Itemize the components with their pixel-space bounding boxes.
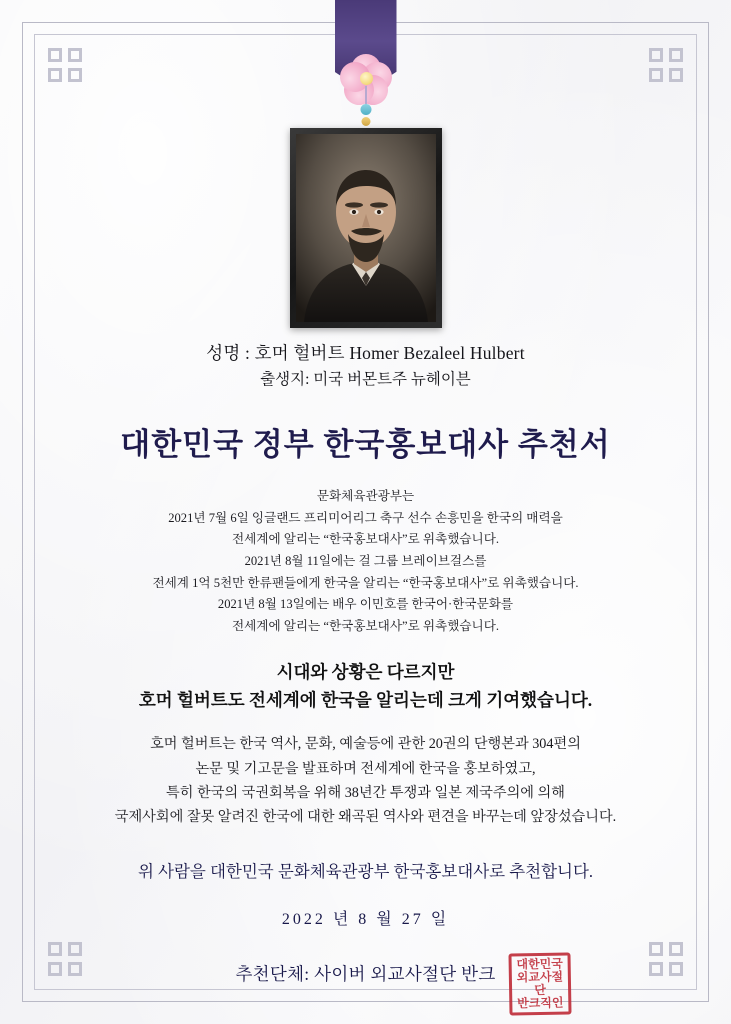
- intro-line: 전세계 1억 5천만 한류팬들에게 한국을 알리는 “한국홍보대사”로 위촉했습니다.: [152, 575, 579, 590]
- highlight-line: 호머 헐버트도 전세계에 한국을 알리는데 크게 기여했습니다.: [138, 689, 593, 710]
- corner-ornament-top-left: [48, 48, 82, 82]
- body-line: 국제사회에 잘못 알려진 한국에 대한 왜곡된 역사와 편견을 바꾸는데 앞장섰습니다.: [114, 809, 617, 826]
- intro-line: 2021년 8월 13일에는 배우 이민호를 한국어·한국문화를: [217, 597, 514, 612]
- intro-line: 2021년 8월 11일에는 걸 그룹 브레이브걸스를: [244, 553, 487, 568]
- intro-paragraph: [56, 486, 675, 638]
- official-seal-stamp: 대한민국 외교사절단 반크직인: [508, 952, 571, 1015]
- body-paragraph: [56, 732, 675, 830]
- recommendation-statement: 위 사람을 대한민국 문화체육관광부 한국홍보대사로 추천합니다.: [137, 861, 594, 881]
- certificate-title: 대한민국 정부 한국홍보대사 추천서: [120, 426, 611, 462]
- intro-line: 전세계에 알리는 “한국홍보대사”로 위촉했습니다.: [231, 532, 500, 547]
- intro-line: 문화체육관광부는: [316, 488, 415, 503]
- birthplace-line: 출생지: 미국 버몬트주 뉴헤이븐: [260, 371, 471, 389]
- portrait-frame: [290, 128, 442, 328]
- bead-icon-gold: [361, 117, 370, 126]
- body-line: 특히 한국의 국권회복을 위해 38년간 투쟁과 일본 제국주의에 의해: [166, 785, 565, 802]
- certificate-content: [56, 340, 675, 1011]
- intro-line: 전세계에 알리는 “한국홍보대사”로 위촉했습니다.: [231, 618, 500, 633]
- body-line: 호머 헐버트는 한국 역사, 문화, 예술등에 관한 20권의 단행본과 304편의: [150, 736, 581, 753]
- person-name-line: 성명 : 호머 헐버트 Homer Bezaleel Hulbert: [206, 343, 525, 363]
- issue-date: 2022 년 8 월 27 일: [281, 910, 450, 928]
- body-line: 논문 및 기고문을 발표하며 전세계에 한국을 홍보하였고,: [195, 760, 536, 777]
- intro-line: 2021년 7월 6일 잉글랜드 프리미어리그 축구 선수 손흥민을 한국의 매력을: [168, 510, 563, 525]
- highlight-paragraph: [56, 658, 675, 715]
- bead-icon-blue: [360, 104, 371, 115]
- organization-row: [56, 951, 675, 1011]
- organization-line: 추천단체: 사이버 외교사절단 반크: [235, 963, 496, 984]
- highlight-line: 시대와 상황은 다르지만: [276, 661, 455, 682]
- corner-ornament-top-right: [649, 48, 683, 82]
- portrait-photo: [296, 134, 436, 322]
- medal-cord: [365, 86, 367, 106]
